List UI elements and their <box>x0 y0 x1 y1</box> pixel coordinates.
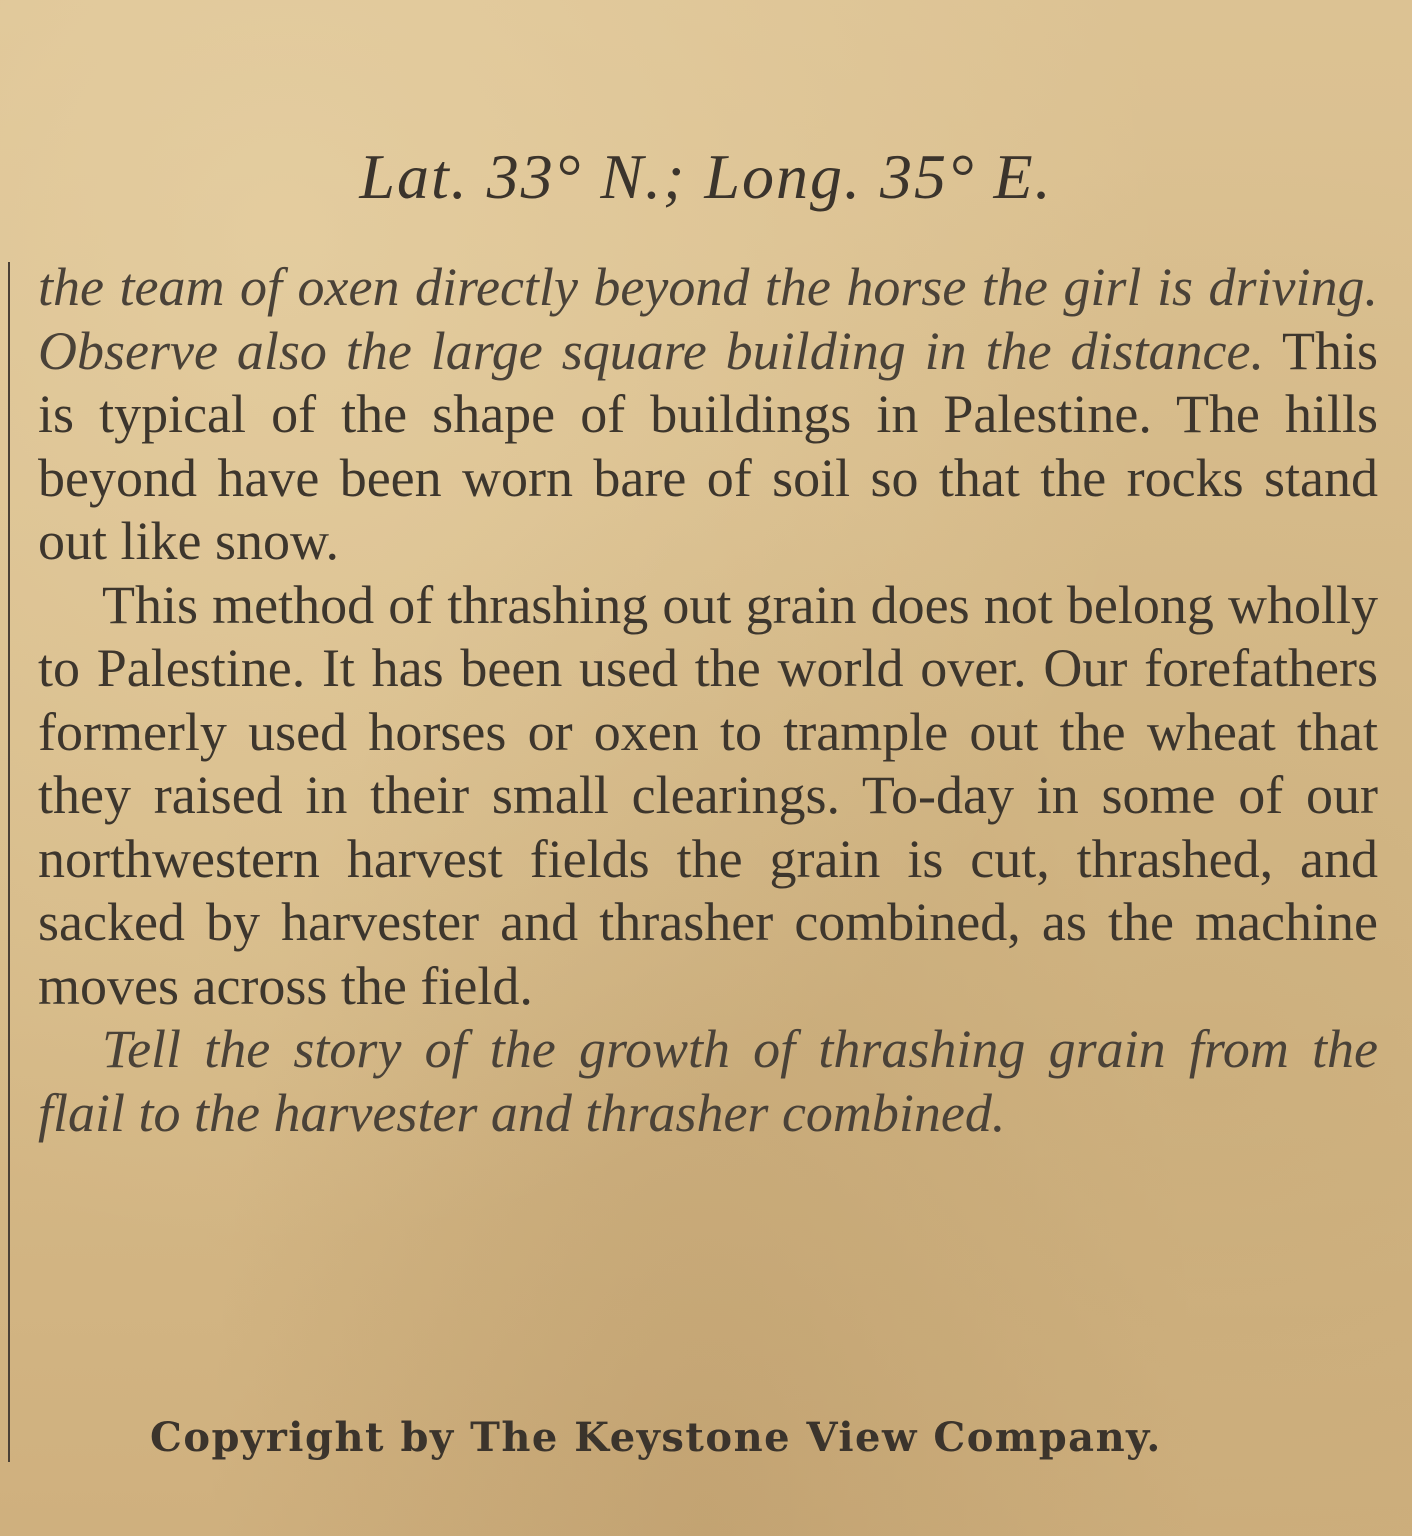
paragraph-italic-part: the team of oxen directly beyond the horse the girl is driving. Observe also the large square building in the distance. <box>38 257 1378 381</box>
copyright-line: Copyright by The Keystone View Company. <box>150 1414 1162 1461</box>
paragraph-roman-part: This is typical of the shape of buildings in Palestine. The hills beyond have been worn bare of soil so that the rocks stand out like snow. <box>38 320 1378 571</box>
paragraph-question: Tell the story of the growth of thrashing grain from the flail to the harvester and thrasher combined. <box>38 1019 1378 1143</box>
paragraph-thrashing-method: This method of thrashing out grain does not belong wholly to Palestine. It has been used the world over. Our forefathers formerly used horses or oxen to trample out the wheat that they raised in their small clearings. To-day in some of our northwestern harvest fields the grain is cut, thrashed, and sacked by harvester and thrasher combined, as the machine moves across the field. <box>38 574 1378 1016</box>
left-margin-rule <box>8 262 10 1462</box>
description-text <box>38 256 1378 1145</box>
coordinates-heading: Lat. 33° N.; Long. 35° E. <box>359 141 1053 212</box>
paragraph-continued <box>38 256 1378 574</box>
